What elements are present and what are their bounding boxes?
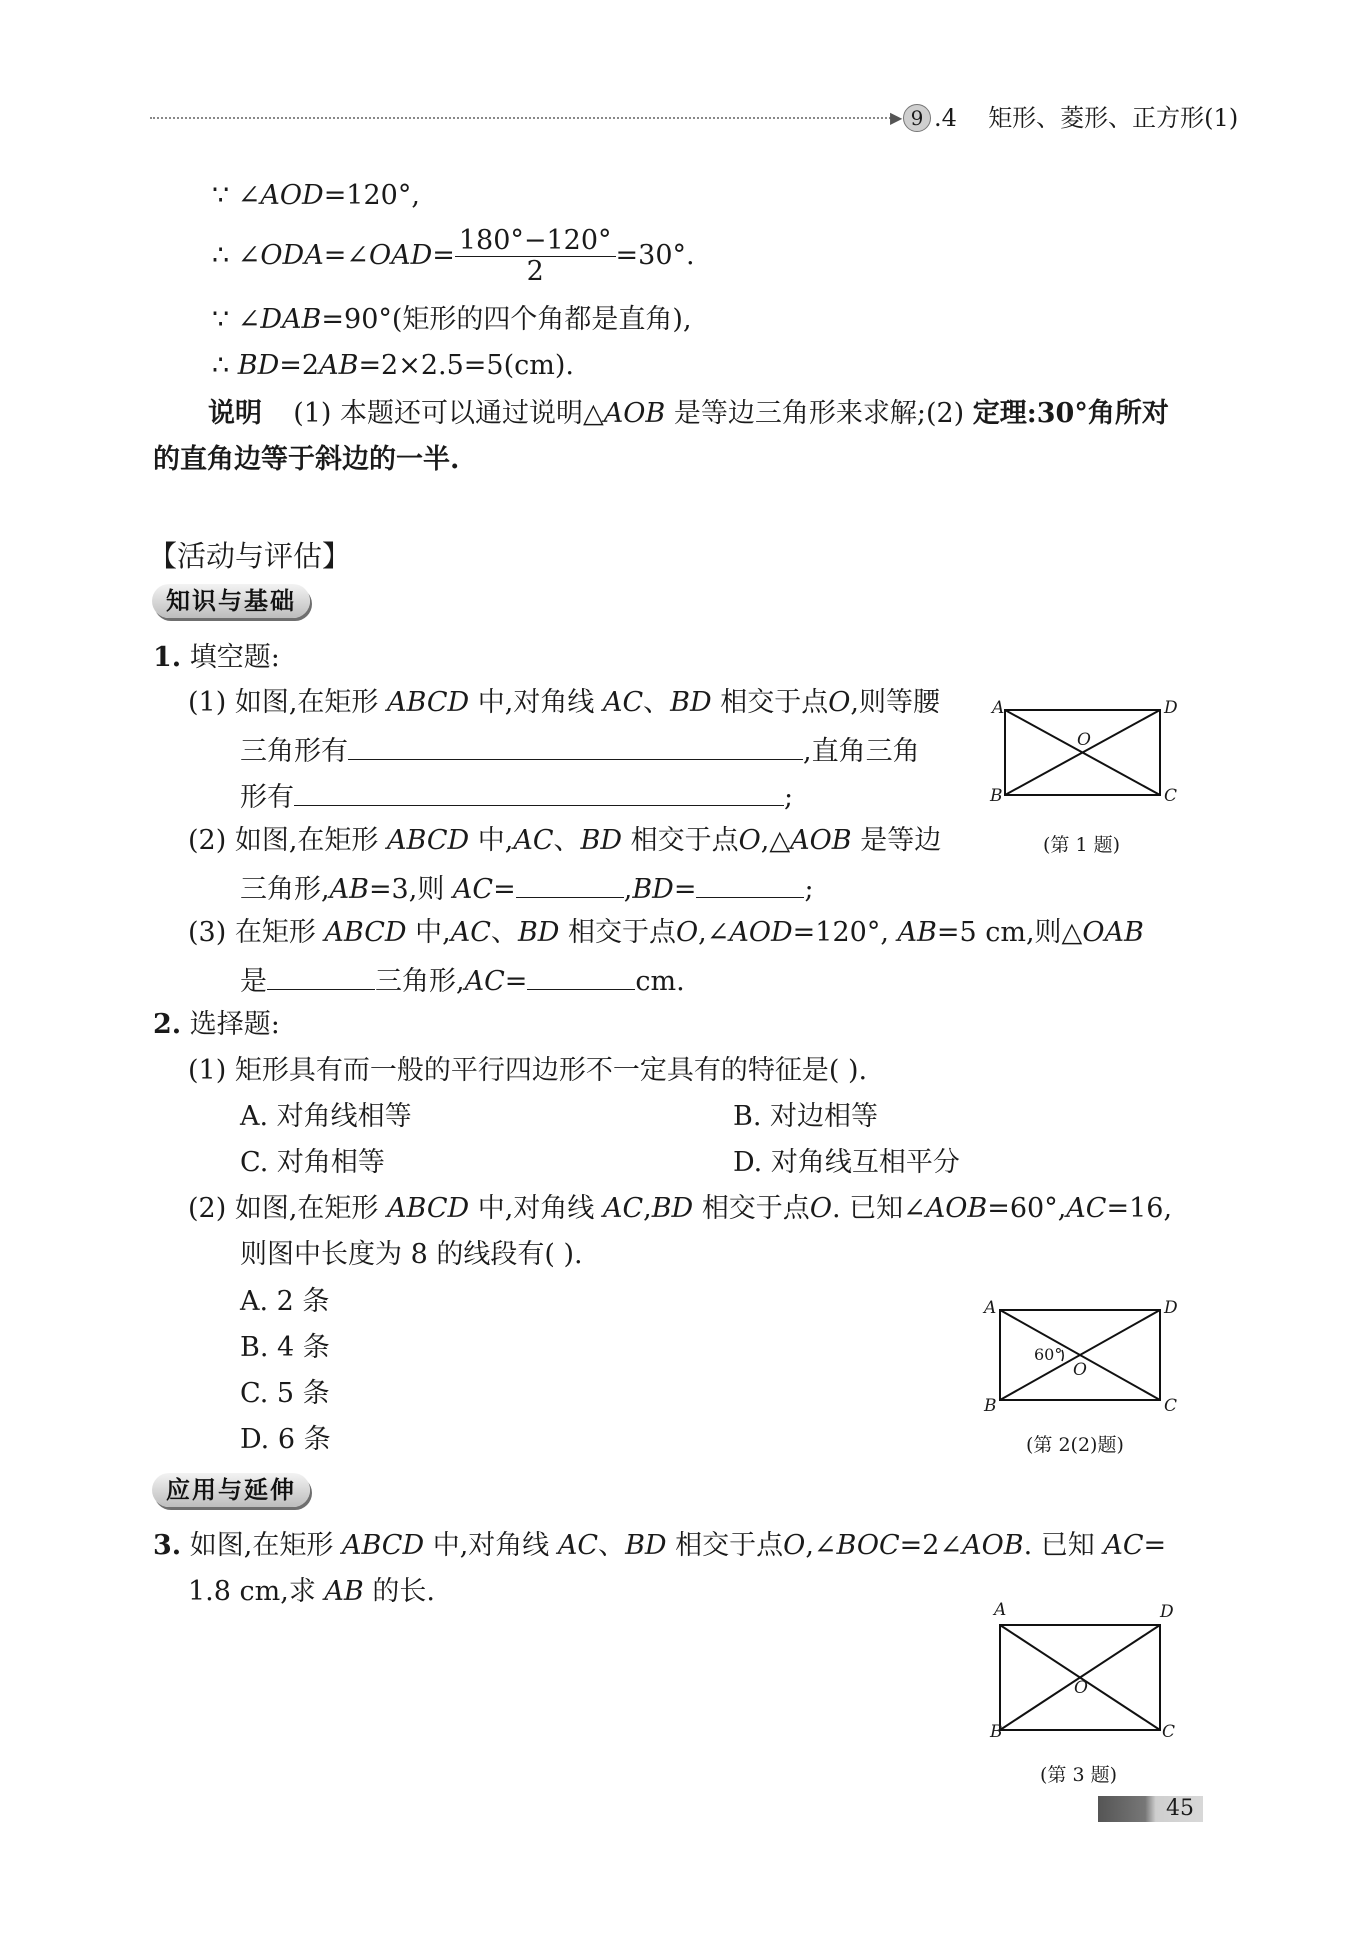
- answer-blank[interactable]: [527, 961, 635, 990]
- text: 中,对角线: [477, 1193, 595, 1224]
- separator: 、: [643, 687, 671, 718]
- text: 相交于点: [675, 1530, 784, 1561]
- fig3-label-c: C: [1162, 1722, 1176, 1742]
- question-title: 选择题:: [189, 1009, 280, 1040]
- text: =16,: [1106, 1193, 1173, 1224]
- text: ,△: [760, 825, 791, 856]
- result: =30°.: [615, 240, 695, 271]
- because-symbol: ∵: [212, 180, 230, 211]
- text: =: [1143, 1530, 1167, 1561]
- separator: 、: [553, 825, 581, 856]
- theorem-text: 的直角边等于斜边的一半.: [153, 444, 460, 475]
- q2-p1-option-b[interactable]: B. 对边相等: [733, 1101, 879, 1132]
- segment-name: BD: [625, 1530, 667, 1561]
- q2-p1-option-c[interactable]: C. 对角相等: [240, 1147, 385, 1178]
- solution-line-4: [212, 348, 574, 384]
- text: . 已知∠: [831, 1193, 926, 1224]
- segment-name: AC: [464, 966, 505, 997]
- segment-name: BD: [651, 1193, 694, 1224]
- angle-name: OAD: [368, 240, 433, 271]
- text: 相交于点: [568, 917, 677, 948]
- text: 相交于点: [630, 825, 739, 856]
- text: 形有: [240, 782, 294, 813]
- fig3-label-o: O: [1074, 1678, 1088, 1698]
- q1-p1-line1: [188, 685, 940, 721]
- q1-title: [153, 640, 280, 676]
- triangle-name: AOB: [790, 825, 852, 856]
- equation-part: =2: [279, 350, 320, 381]
- separator: 、: [598, 1530, 626, 1561]
- fig1-label-o: O: [1077, 730, 1091, 750]
- text: ,∠: [698, 917, 730, 948]
- segment-name: AC: [1103, 1530, 1144, 1561]
- text: =: [673, 874, 697, 905]
- q2-p2-line1: [188, 1191, 1172, 1227]
- banner-knowledge-basics: 知识与基础: [152, 584, 310, 618]
- fig1-label-c: C: [1164, 786, 1178, 806]
- text: 中,: [477, 825, 514, 856]
- numerator: 180°−120°: [455, 226, 616, 257]
- text: ,则等腰: [850, 687, 940, 718]
- theorem-text: 定理:30°角所对: [972, 398, 1169, 429]
- point-name: O: [809, 1193, 832, 1224]
- page-number: 45: [1166, 1796, 1194, 1821]
- text: 是: [240, 966, 267, 997]
- segment-name: AC: [450, 917, 491, 948]
- text: =120°,: [792, 917, 889, 948]
- angle-name: ODA: [260, 240, 324, 271]
- question-number: 1.: [153, 642, 182, 673]
- triangle-name: AOB: [603, 398, 666, 429]
- separator: ,: [643, 1193, 652, 1224]
- q2-p2-option-a[interactable]: A. 2 条: [240, 1286, 330, 1317]
- fraction: [455, 226, 616, 287]
- text: (3) 在矩形: [188, 917, 316, 948]
- fig3-label-d: D: [1160, 1602, 1174, 1622]
- text: 相交于点: [701, 1193, 810, 1224]
- q1-p3-line2: [240, 961, 685, 1000]
- q1-p1-line2: [240, 731, 920, 770]
- q1-p2-line1: [188, 823, 941, 859]
- segment-name: AC: [513, 825, 554, 856]
- text: 1.8 cm,求: [188, 1576, 316, 1607]
- segment-name: AC: [602, 687, 644, 718]
- text: 如图,在矩形: [189, 1530, 334, 1561]
- text: 是等边: [860, 825, 942, 856]
- segment-name: AC: [602, 1193, 644, 1224]
- answer-blank[interactable]: [267, 961, 375, 990]
- rect-name: ABCD: [387, 687, 470, 718]
- q1-p1-line3: [240, 777, 793, 816]
- note-text: 是等边三角形来求解;(2): [665, 398, 965, 429]
- segment-name: AC: [452, 874, 494, 905]
- text: =: [504, 966, 528, 997]
- angle-name: AOB: [925, 1193, 988, 1224]
- segment-name: BD: [517, 917, 560, 948]
- fig2-angle-label: 60°: [1034, 1345, 1063, 1364]
- q2-p1-option-a[interactable]: A. 对角线相等: [240, 1101, 412, 1132]
- fig2-label-d: D: [1164, 1298, 1178, 1318]
- text: (2) 如图,在矩形: [188, 825, 379, 856]
- note-text: (1) 本题还可以通过说明△: [293, 398, 604, 429]
- note-line-1: [208, 396, 1169, 432]
- text: (1) 如图,在矩形: [188, 687, 379, 718]
- fig3-label-b: B: [990, 1722, 1003, 1742]
- q1-p2-line2: 三角形,AB=3,则 AC= ,BD= ;: [240, 869, 814, 908]
- solution-line-1: ∵ ∠AOD=120°,: [212, 180, 420, 211]
- q3-line2: [188, 1574, 435, 1610]
- text: 三角形有: [240, 736, 348, 767]
- segment-name: BD: [237, 350, 280, 381]
- answer-blank[interactable]: [294, 777, 784, 806]
- fig2-label-c: C: [1164, 1396, 1178, 1416]
- fig1-caption: (第 1 题): [1043, 834, 1120, 856]
- segment-name: BD: [580, 825, 623, 856]
- segment-name: AB: [897, 917, 937, 948]
- solution-line-3: ∵ ∠DAB=90°(矩形的四个角都是直角),: [212, 304, 692, 335]
- angle-name: DAB: [260, 304, 322, 335]
- answer-blank[interactable]: [516, 869, 624, 898]
- fig3-label-a: A: [994, 1600, 1007, 1620]
- rect-name: ABCD: [387, 1193, 470, 1224]
- question-number: 2.: [153, 1009, 182, 1040]
- text: cm.: [635, 966, 685, 997]
- q2-p1-stem: (1) 矩形具有而一般的平行四边形不一定具有的特征是( ).: [188, 1055, 868, 1086]
- q2-p2-option-b[interactable]: B. 4 条: [240, 1332, 330, 1363]
- q2-p2-option-c[interactable]: C. 5 条: [240, 1378, 330, 1409]
- denominator: 2: [526, 256, 544, 287]
- angle-value: =90°(矩形的四个角都是直角),: [321, 304, 692, 335]
- text: 中,: [415, 917, 451, 948]
- fig2-label-b: B: [984, 1396, 997, 1416]
- solution-line-2: ∴ ∠ODA=∠OAD= $\frac{180^\circ-120^\circ}{2}$ =30°.: [212, 225, 695, 287]
- point-name: O: [676, 917, 699, 948]
- segment-name: AC: [557, 1530, 599, 1561]
- answer-blank[interactable]: [348, 731, 803, 760]
- header-dotted-rule: [150, 117, 895, 119]
- text: 三角形,: [240, 874, 330, 905]
- fig1-label-b: B: [990, 786, 1003, 806]
- q2-p2-line2: 则图中长度为 8 的线段有( ).: [240, 1239, 583, 1270]
- text: =2∠: [899, 1530, 963, 1561]
- text: 中,对角线: [432, 1530, 550, 1561]
- therefore-symbol: ∴: [212, 240, 230, 271]
- angle-name: AOB: [962, 1530, 1024, 1561]
- text: =5 cm,则△: [936, 917, 1083, 948]
- triangle-name: OAB: [1082, 917, 1144, 948]
- fig2-label-a: A: [984, 1298, 997, 1318]
- fig1-label-d: D: [1164, 698, 1178, 718]
- q2-title: [153, 1007, 280, 1043]
- text: ,∠: [805, 1530, 837, 1561]
- text: (2) 如图,在矩形: [188, 1193, 379, 1224]
- text: =: [493, 874, 516, 905]
- section-name: 矩形、菱形、正方形(1): [988, 104, 1239, 132]
- point-name: O: [738, 825, 761, 856]
- banner-application-extension: 应用与延伸: [152, 1473, 310, 1507]
- text: 三角形,: [375, 966, 465, 997]
- text: . 已知: [1023, 1530, 1095, 1561]
- q2-p2-option-d[interactable]: D. 6 条: [240, 1424, 331, 1455]
- segment-name: AB: [319, 350, 359, 381]
- header-arrow-icon: ▶: [890, 108, 903, 127]
- point-name: O: [828, 687, 851, 718]
- q1-p3-line1: [188, 915, 1144, 951]
- segment-name: AB: [324, 1576, 364, 1607]
- equation-part: =2×2.5=5(cm).: [358, 350, 574, 381]
- fig2-caption: (第 2(2)题): [1026, 1434, 1124, 1456]
- text: =60°,: [987, 1193, 1067, 1224]
- section-title: [934, 100, 1238, 136]
- rect-name: ABCD: [387, 825, 470, 856]
- note-line-2: [153, 442, 459, 478]
- segment-name: BD: [632, 874, 674, 905]
- text: ;: [804, 874, 814, 905]
- equals-sign: =: [432, 240, 455, 271]
- segment-name: BD: [670, 687, 712, 718]
- because-symbol: ∵: [212, 304, 230, 335]
- rect-name: ABCD: [341, 1530, 425, 1561]
- segment-name: AC: [1066, 1193, 1107, 1224]
- angle-name: AOD: [729, 917, 793, 948]
- therefore-symbol: ∴: [212, 350, 230, 381]
- fig3-caption: (第 3 题): [1040, 1764, 1117, 1786]
- angle-value: =120°,: [323, 180, 420, 211]
- segment-name: AB: [329, 874, 369, 905]
- text: 的长.: [372, 1576, 435, 1607]
- section-number: .4: [934, 104, 957, 132]
- q3-line1: [153, 1528, 1166, 1564]
- separator: 、: [490, 917, 518, 948]
- text: 中,对角线: [477, 687, 595, 718]
- fig1-label-a: A: [992, 698, 1005, 718]
- question-title: 填空题:: [189, 642, 280, 673]
- angle-name: AOD: [260, 180, 324, 211]
- chapter-number: 9: [910, 106, 924, 130]
- section-heading: 【活动与评估】: [148, 539, 352, 573]
- chapter-badge: [903, 104, 931, 132]
- answer-blank[interactable]: [696, 869, 804, 898]
- angle-name: BOC: [836, 1530, 900, 1561]
- text: 相交于点: [720, 687, 829, 718]
- fig2-label-o: O: [1073, 1360, 1087, 1380]
- text: ;: [784, 782, 794, 813]
- text: =3,则: [368, 874, 445, 905]
- question-number: 3.: [153, 1530, 182, 1561]
- equals-sign: =∠: [323, 240, 369, 271]
- q2-p1-option-d[interactable]: D. 对角线互相平分: [733, 1147, 960, 1178]
- point-name: O: [783, 1530, 806, 1561]
- text: ,直角三角: [803, 736, 920, 767]
- rect-name: ABCD: [324, 917, 407, 948]
- note-label: 说明: [208, 398, 262, 429]
